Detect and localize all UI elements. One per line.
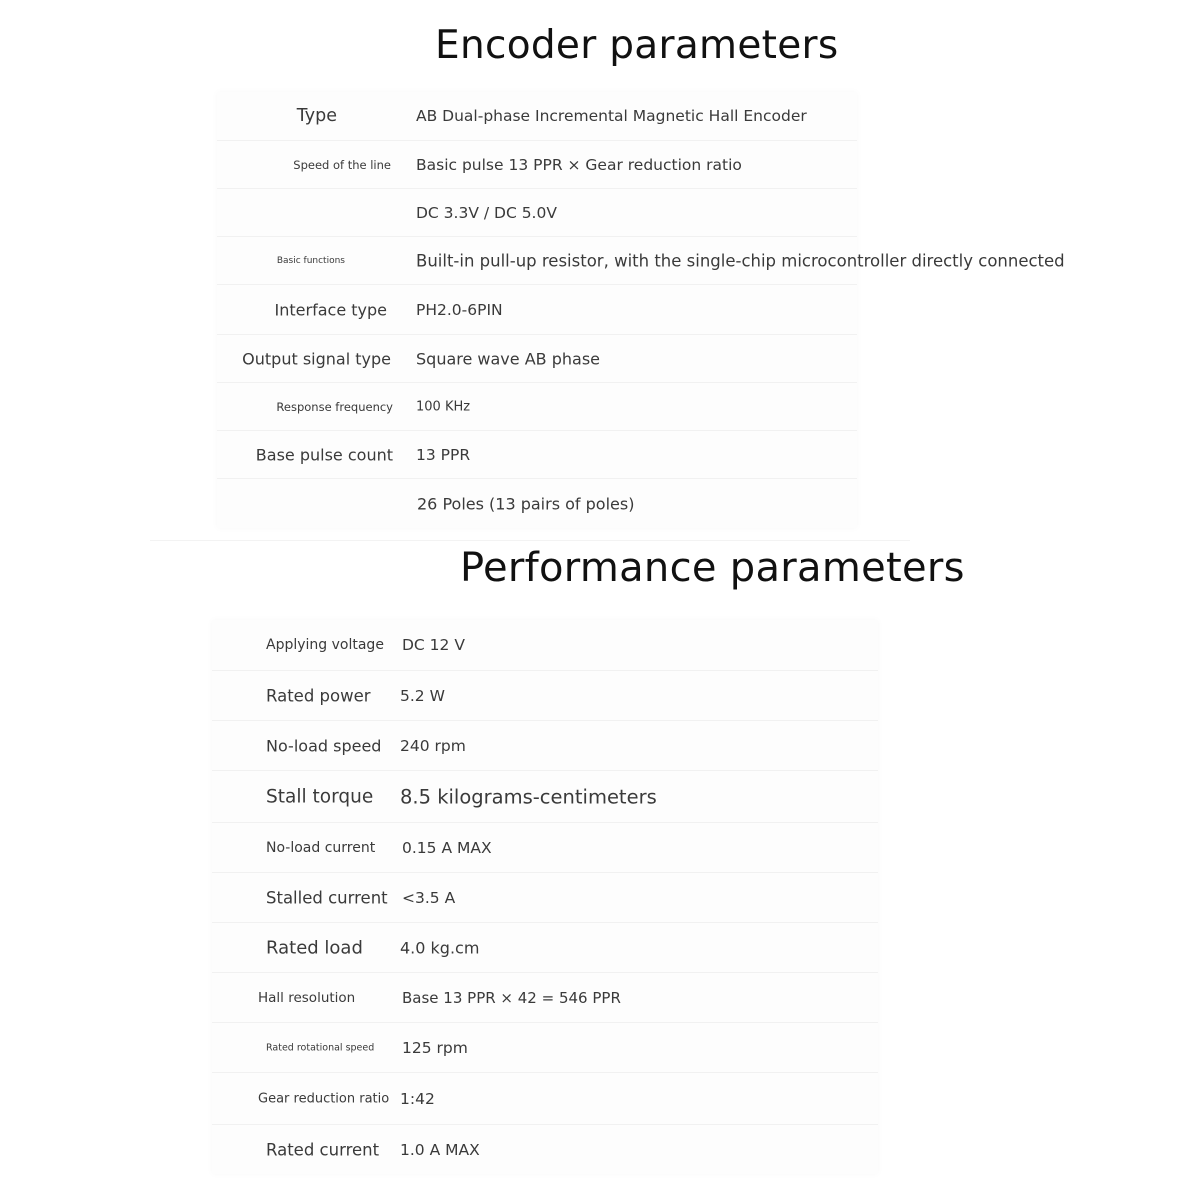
table-row	[217, 334, 857, 383]
row-label: No-load current	[266, 840, 376, 856]
table-row	[212, 972, 878, 1023]
encoder-parameters-table	[217, 92, 1065, 528]
row-label: Base pulse count	[255, 445, 393, 465]
table-row	[212, 822, 878, 873]
table-row	[217, 382, 857, 431]
table-row	[212, 720, 878, 771]
row-value: 8.5 kilograms-centimeters	[400, 785, 657, 809]
table-row	[212, 1022, 878, 1073]
table-row	[217, 478, 857, 529]
section-divider	[150, 540, 910, 541]
performance-parameters-title: Performance parameters	[460, 545, 965, 591]
row-value: DC 12 V	[402, 636, 465, 654]
row-value: 5.2 W	[400, 687, 445, 705]
table-row	[212, 670, 878, 721]
table-row	[212, 1072, 878, 1125]
row-label: Stall torque	[266, 786, 374, 808]
row-label: Response frequency	[276, 400, 393, 414]
row-label: Rated rotational speed	[266, 1042, 375, 1054]
row-value: <3.5 A	[402, 889, 456, 907]
row-label: Basic functions	[276, 256, 345, 266]
table-row	[212, 1124, 878, 1175]
row-label: Output signal type	[242, 349, 391, 369]
row-label: Speed of the line	[293, 158, 391, 172]
row-value: Basic pulse 13 PPR × Gear reduction ratio	[416, 156, 742, 174]
row-value: DC 3.3V / DC 5.0V	[416, 204, 557, 222]
row-label: Applying voltage	[266, 637, 384, 653]
table-row	[217, 92, 857, 140]
row-value: 125 rpm	[402, 1039, 468, 1057]
row-value: Base 13 PPR × 42 = 546 PPR	[402, 989, 621, 1007]
row-value: 4.0 kg.cm	[400, 938, 480, 958]
row-label: Hall resolution	[258, 990, 356, 1006]
row-value: 13 PPR	[416, 446, 471, 464]
table-row	[212, 770, 878, 823]
table-row	[217, 236, 1065, 285]
row-value: 1:42	[400, 1090, 435, 1108]
row-label: Rated current	[266, 1140, 380, 1160]
row-value: AB Dual-phase Incremental Magnetic Hall Encoder	[416, 107, 807, 125]
row-value: Square wave AB phase	[416, 349, 600, 369]
row-value: 240 rpm	[400, 737, 466, 755]
row-value: 0.15 A MAX	[402, 839, 492, 857]
performance-parameters-table	[212, 620, 878, 1174]
row-label: Interface type	[274, 300, 387, 320]
table-row	[212, 922, 878, 973]
row-value: 100 KHz	[416, 399, 471, 415]
row-label: Gear reduction ratio	[258, 1091, 390, 1107]
table-row	[217, 284, 857, 335]
row-value: PH2.0-6PIN	[416, 301, 503, 319]
row-value: 26 Poles (13 pairs of poles)	[417, 494, 635, 514]
table-row	[217, 430, 857, 479]
row-label: Rated load	[266, 937, 363, 959]
row-label: Stalled current	[266, 888, 388, 908]
row-value: 1.0 A MAX	[400, 1141, 480, 1159]
row-label: No-load speed	[266, 736, 382, 756]
table-row	[217, 188, 857, 237]
table-row	[212, 872, 878, 923]
row-label: Rated power	[266, 686, 371, 706]
table-row	[212, 620, 878, 670]
row-label: Type	[296, 106, 337, 126]
table-row	[217, 140, 857, 189]
row-value: Built-in pull-up resistor, with the single-chip microcontroller directly connected	[416, 251, 1065, 271]
encoder-parameters-title: Encoder parameters	[435, 23, 839, 68]
